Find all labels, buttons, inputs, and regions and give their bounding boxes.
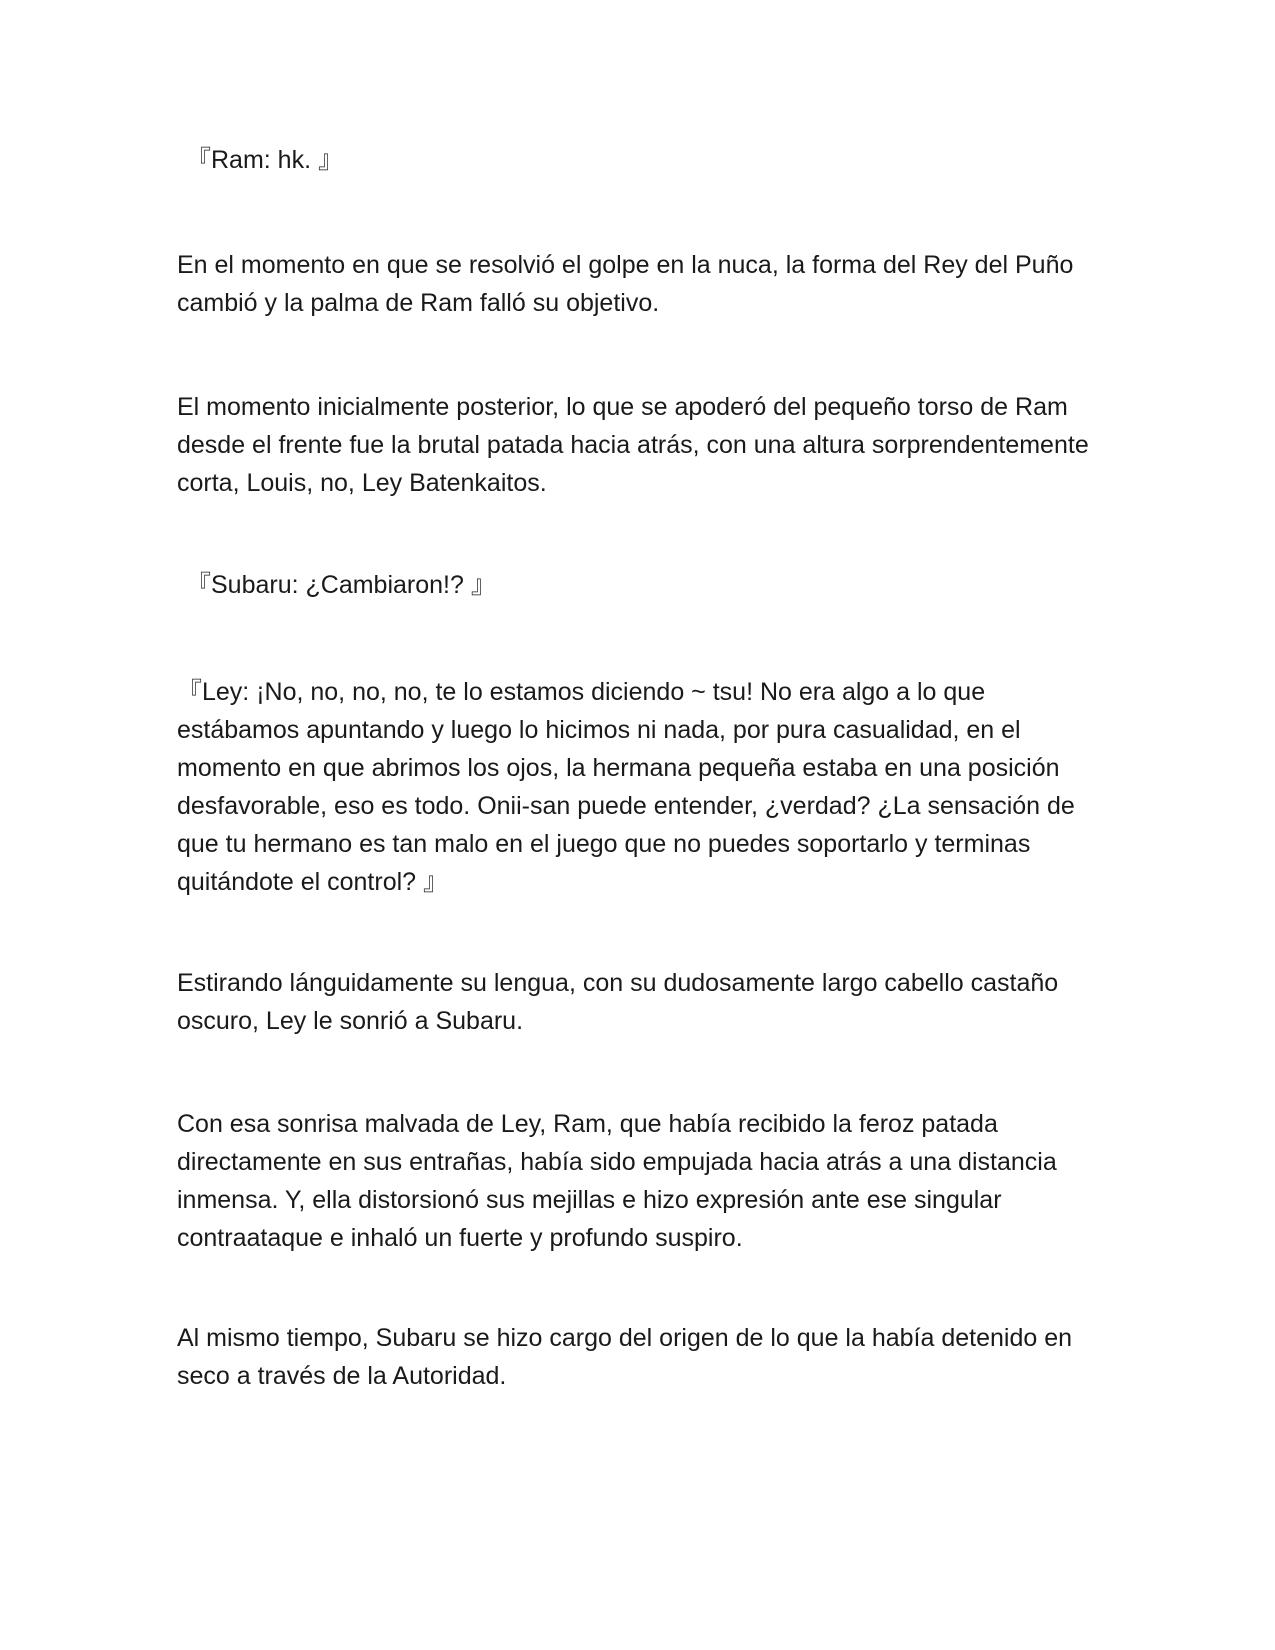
narration-paragraph: El momento inicialmente posterior, lo que se apoderó del pequeño torso de Ram desde el frente fue la brutal patada hacia atrás, con una altura sorprendentemente corta, Louis, no, Ley Batenkaitos. (177, 393, 1089, 497)
narration-paragraph: Estirando lánguidamente su lengua, con su dudosamente largo cabello castaño oscuro, Ley le sonrió a Subaru. (177, 969, 1059, 1035)
dialogue-line-ram: 『Ram: hk. 』 (186, 146, 343, 174)
dialogue-line-subaru: 『Subaru: ¿Cambiaron!? 』 (186, 571, 496, 599)
narration-paragraph: En el momento en que se resolvió el golpe en la nuca, la forma del Rey del Puño cambió y la palma de Ram falló su objetivo. (177, 251, 1074, 317)
dialogue-line-ley: 『Ley: ¡No, no, no, no, te lo estamos diciendo ~ tsu! No era algo a lo que estábamos apuntando y luego lo hicimos ni nada, por pura casualidad, en el momento en que abrimos los ojos, la hermana pequeña estaba en una posición desfavorable, eso es todo. Onii-san puede entender, ¿verdad? ¿La sensación de que tu hermano es tan malo en el juego que no puedes soportarlo y terminas quitándote el control? 』 (177, 678, 1075, 896)
narration-paragraph: Con esa sonrisa malvada de Ley, Ram, que había recibido la feroz patada directamente en sus entrañas, había sido empujada hacia atrás a una distancia inmensa. Y, ella distorsionó sus mejillas e hizo expresión ante ese singular contraataque e inhaló un fuerte y profundo suspiro. (177, 1110, 1057, 1252)
narration-paragraph: Al mismo tiempo, Subaru se hizo cargo del origen de lo que la había detenido en seco a través de la Autoridad. (177, 1324, 1073, 1390)
